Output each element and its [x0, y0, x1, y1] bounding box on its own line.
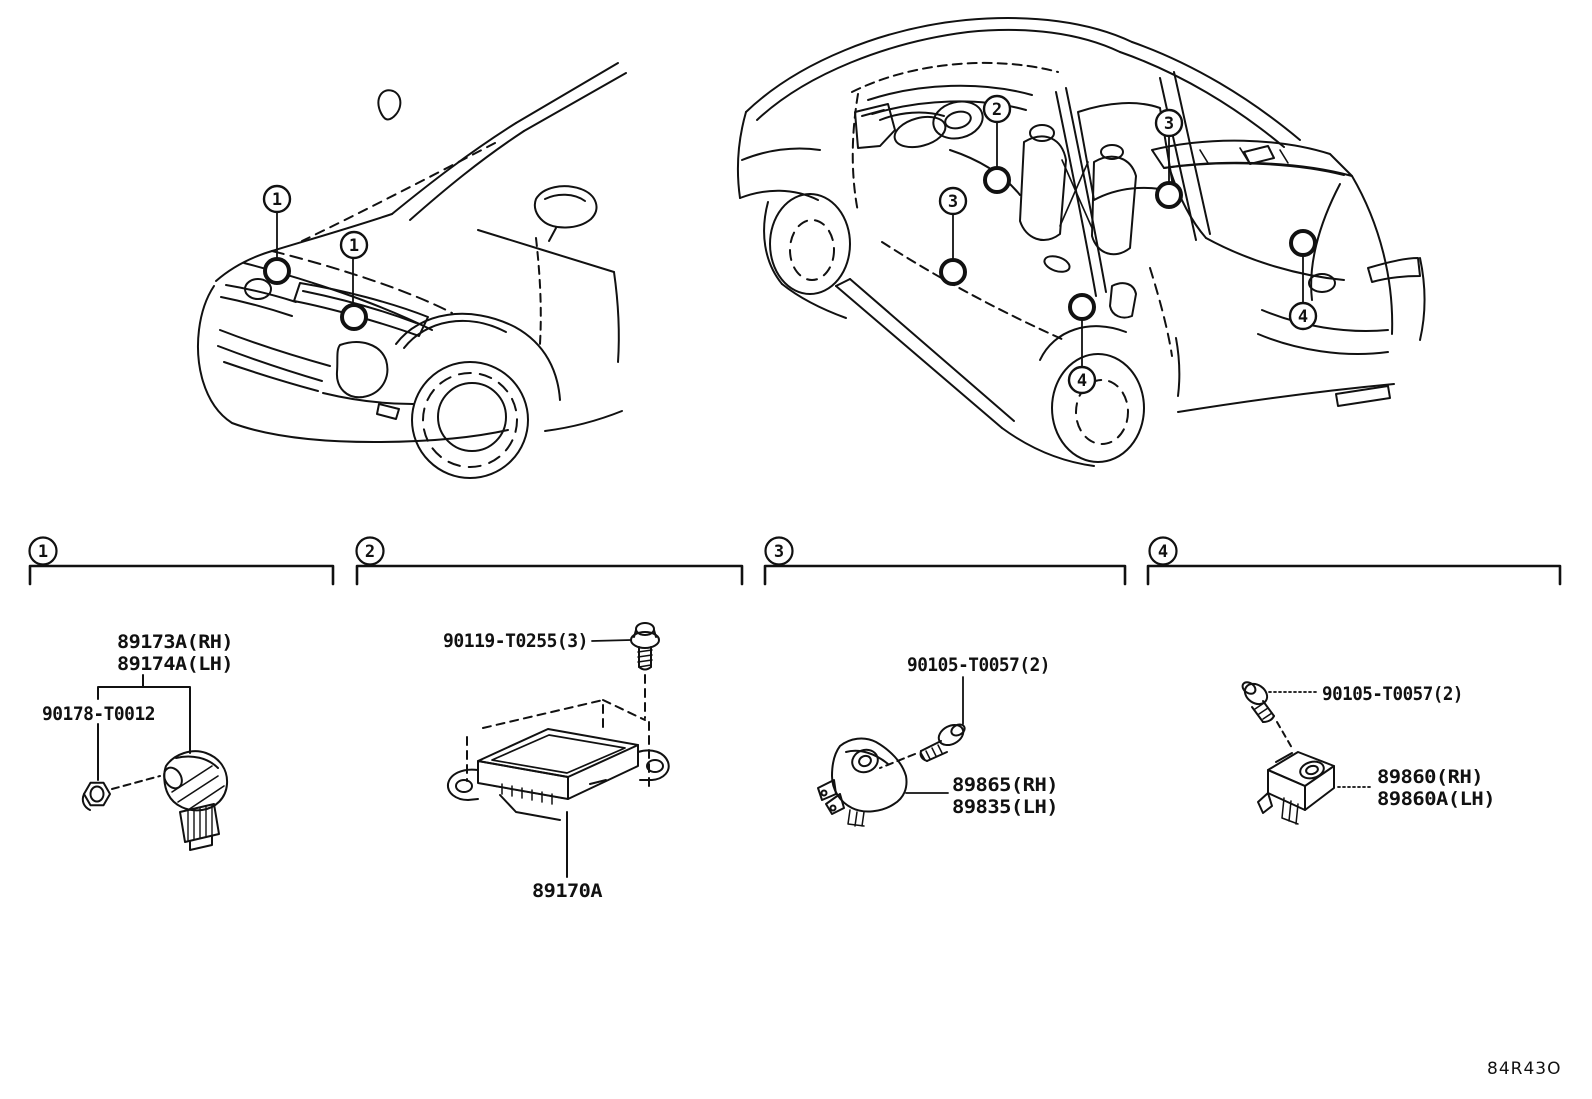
- b-pillar: [1056, 92, 1096, 296]
- front-tire: [412, 362, 528, 478]
- side-mirror: [535, 186, 597, 227]
- front-wheel-arch: [396, 314, 560, 400]
- tailgate-edge: [1352, 176, 1392, 334]
- callout-number: 1: [271, 190, 283, 210]
- part-number-rear-sensor-lh: 89860A(LH): [1377, 788, 1495, 810]
- rocker-sill: [836, 286, 1002, 428]
- location-marker: [941, 260, 965, 284]
- location-marker: [342, 305, 366, 329]
- section-2-parts: [443, 623, 669, 902]
- bolt-label-line: [592, 640, 631, 641]
- tow-hook: [377, 404, 399, 419]
- part-number-front-sensor-lh: 89174A(LH): [117, 653, 233, 675]
- rear-bolt-drawing: [1240, 680, 1274, 722]
- section-number: 3: [773, 542, 785, 562]
- cowl-line: [272, 214, 392, 251]
- section-number: 1: [37, 542, 49, 562]
- rear-airbag-sensor-drawing: [1258, 752, 1334, 824]
- callout-number: 3: [1163, 114, 1175, 134]
- callout-number: 4: [1076, 371, 1088, 391]
- callout-4-wheel: [1069, 295, 1095, 393]
- front-wheel-hub: [438, 383, 506, 451]
- part-number-ecu: 89170A: [532, 880, 604, 902]
- ecu-right-ear: [638, 750, 669, 780]
- section-bracket-3: [765, 538, 1125, 585]
- callout-number: 2: [991, 100, 1003, 120]
- car-callouts: [264, 96, 1316, 393]
- rear-tire: [1052, 354, 1144, 462]
- section-number: 2: [364, 542, 376, 562]
- bolt-to-sensor-dashed-line: [1277, 722, 1292, 748]
- callout-3-door: [940, 188, 966, 284]
- section-1-parts: [42, 631, 233, 850]
- roof-line: [746, 18, 1132, 112]
- rear-car-illustration: [738, 18, 1425, 466]
- part-number-nut: 90178-T0012: [42, 703, 155, 725]
- part-number-front-sensor-rh: 89173A(RH): [117, 631, 233, 653]
- location-marker: [1291, 231, 1315, 255]
- part-number-ecu-bolt: 90119-T0255(3): [443, 630, 588, 652]
- figure-code: 84R43O: [1487, 1059, 1562, 1079]
- side-airbag-sensor-drawing: [818, 739, 907, 826]
- tail-lamp: [1368, 258, 1420, 282]
- section-number: 4: [1157, 542, 1169, 562]
- ecu-bolt-drawing: [631, 623, 659, 670]
- callout-number: 3: [947, 192, 959, 212]
- nut-drawing: [83, 783, 110, 810]
- location-marker: [985, 168, 1009, 192]
- section-brackets: [30, 538, 1561, 585]
- dashboard: [868, 86, 1032, 100]
- part-number-side-sensor-lh: 89835(LH): [952, 796, 1058, 818]
- door-handle: [1042, 253, 1071, 274]
- rear-bumper: [1178, 384, 1394, 412]
- airbag-ecu-drawing: [448, 729, 669, 820]
- fog-lamp: [337, 342, 387, 397]
- location-marker: [1157, 183, 1181, 207]
- callout-1-front-left: [264, 186, 290, 283]
- nut-to-sensor-dashed-line: [112, 776, 160, 789]
- ecu-left-ear: [448, 770, 478, 800]
- side-mirror: [855, 104, 895, 148]
- front-impact-sensor-drawing: [161, 751, 228, 850]
- callout-1-front-right: [341, 232, 367, 329]
- callout-number: 1: [348, 236, 360, 256]
- section-bracket-4: [1148, 538, 1560, 585]
- section-bracket-2: [357, 538, 743, 585]
- rear-seat: [1092, 157, 1136, 255]
- callout-number: 4: [1297, 307, 1309, 327]
- location-marker: [265, 259, 289, 283]
- label-branch-lines: [98, 675, 190, 780]
- beltline: [478, 230, 614, 272]
- steering-wheel: [929, 96, 986, 143]
- front-car-illustration: [198, 63, 626, 478]
- front-seat: [1020, 136, 1066, 240]
- antenna-fin: [378, 90, 400, 119]
- side-bolt-drawing: [921, 721, 967, 761]
- callout-2: [984, 96, 1010, 192]
- part-number-rear-bolt: 90105-T0057(2): [1322, 683, 1463, 705]
- part-number-rear-sensor-rh: 89860(RH): [1377, 766, 1483, 788]
- location-marker: [1070, 295, 1094, 319]
- part-number-side-bolt: 90105-T0057(2): [907, 654, 1050, 676]
- instrument-cluster: [891, 112, 948, 153]
- section-3-parts: [818, 654, 1058, 826]
- section-bracket-1: [30, 538, 334, 585]
- part-number-side-sensor-rh: 89865(RH): [952, 774, 1058, 796]
- section-4-parts: [1240, 680, 1495, 824]
